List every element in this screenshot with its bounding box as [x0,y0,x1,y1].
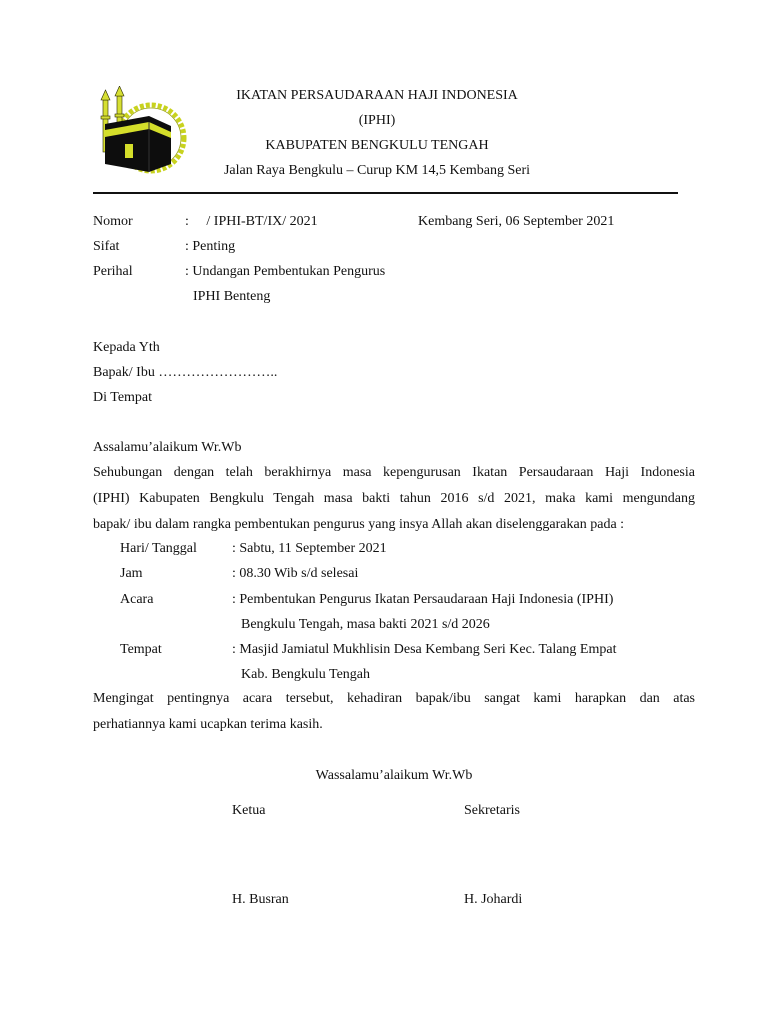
recipient-line-3: Di Tempat [93,390,153,405]
org-name: IKATAN PERSAUDARAAN HAJI INDONESIA [236,88,518,103]
sifat-label: Sifat [93,239,120,254]
paragraph-intro-line: bapak/ ibu dalam rangka pembentukan pengurus yang insya Allah akan diselenggarakan pada : [93,517,625,532]
detail-value-place: : Masjid Jamiatul Mukhlisin Desa Kembang Seri Kec. Talang Empat [232,642,617,657]
nomor-label: Nomor [93,214,133,229]
nomor-value: : / IPHI-BT/IX/ 2021 [185,214,318,229]
letterhead-divider [93,192,678,194]
sifat-value: : Penting [185,239,236,254]
paragraph-closing-line: Mengingat pentingnya acara tersebut, kehadiran bapak/ibu sangat kami harapkan dan atas [93,691,695,706]
perihal-label: Perihal [93,264,133,279]
detail-value-place-cont: Kab. Bengkulu Tengah [241,667,371,682]
logo-kaaba [105,116,171,172]
detail-label-time: Jam [120,566,143,581]
detail-value-event-cont: Bengkulu Tengah, masa bakti 2021 s/d 2026 [241,617,490,632]
detail-label-date: Hari/ Tanggal [120,541,197,556]
detail-label-place: Tempat [120,642,162,657]
org-address: Jalan Raya Bengkulu – Curup KM 14,5 Kembang Seri [223,163,530,178]
paragraph-intro-line: Sehubungan dengan telah berakhirnya masa kepengurusan Ikatan Persaudaraan Haji Indonesia [93,465,695,480]
recipient-line-2: Bapak/ Ibu …………………….. [93,365,278,380]
closing-salam: Wassalamu’alaikum Wr.Wb [315,768,473,783]
recipient-line-1: Kepada Yth [93,340,160,355]
perihal-value: : Undangan Pembentukan Pengurus [185,264,386,279]
signatory-right-title: Sekretaris [464,803,520,818]
paragraph-intro-line: (IPHI) Kabupaten Bengkulu Tengah masa bakti tahun 2016 s/d 2021, maka kami mengundang [93,491,695,506]
greeting: Assalamu’alaikum Wr.Wb [93,440,242,455]
org-abbr: (IPHI) [358,113,396,128]
paragraph-closing [93,686,695,738]
org-regency: KABUPATEN BENGKULU TENGAH [265,138,489,153]
detail-value-event: : Pembentukan Pengurus Ikatan Persaudaraan Haji Indonesia (IPHI) [232,592,614,607]
perihal-value-cont: IPHI Benteng [193,289,271,304]
paragraph-closing-line: perhatiannya kami ucapkan terima kasih. [93,717,323,732]
letter-date: Kembang Seri, 06 September 2021 [418,214,615,229]
signatory-left-title: Ketua [232,803,266,818]
paragraph-intro [93,460,695,538]
detail-label-event: Acara [120,592,154,607]
signatory-left-name: H. Busran [232,892,289,907]
detail-value-date: : Sabtu, 11 September 2021 [232,541,387,556]
signatory-right-name: H. Johardi [464,892,523,907]
detail-value-time: : 08.30 Wib s/d selesai [232,566,359,581]
iphi-logo [97,86,187,180]
